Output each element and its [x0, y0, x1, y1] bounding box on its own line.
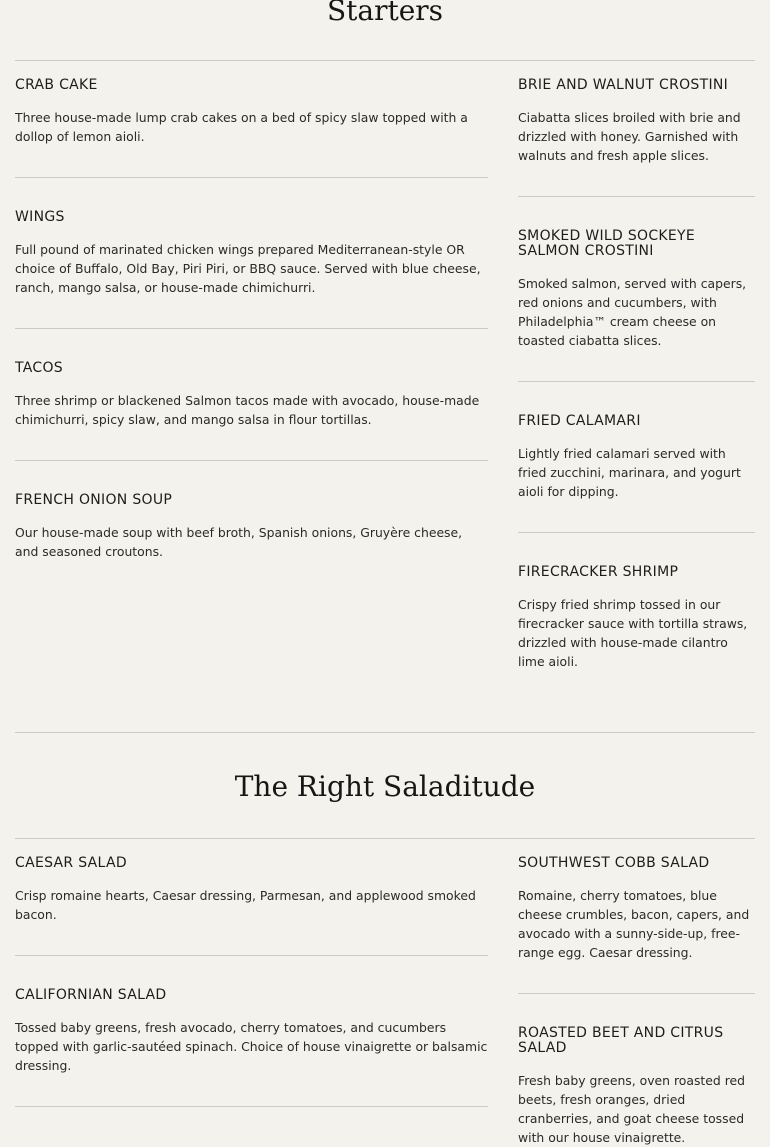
- item-name: CALIFORNIAN SALAD: [15, 987, 167, 1003]
- divider: [15, 60, 755, 61]
- item-name: FRIED CALAMARI: [518, 413, 641, 429]
- item-description: Romaine, cherry tomatoes, blue cheese crumbles, bacon, capers, and avocado with a sunny-side-up, free-range egg. Caesar dressing.: [518, 888, 750, 960]
- divider: [15, 460, 488, 461]
- menu-item-brie-crostini: [518, 78, 755, 165]
- menu-item-southwest-cobb-salad: [518, 856, 755, 962]
- item-description: Tossed baby greens, fresh avocado, cherry tomatoes, and cucumbers topped with garlic-sautéed spinach. Choice of house vinaigrette or balsamic dressing.: [15, 1020, 488, 1073]
- divider: [15, 1106, 488, 1107]
- menu-item-californian-salad: [15, 988, 488, 1075]
- item-name: CAESAR SALAD: [15, 855, 127, 871]
- divider: [518, 381, 755, 382]
- item-description: Crispy fried shrimp tossed in our firecracker sauce with tortilla straws, drizzled with house-made cilantro lime aioli.: [518, 597, 748, 669]
- menu-item-firecracker-shrimp: [518, 565, 755, 671]
- divider: [518, 532, 755, 533]
- item-name: BRIE AND WALNUT CROSTINI: [518, 77, 729, 93]
- menu-item-crab-cake: [15, 78, 488, 146]
- item-name: CRAB CAKE: [15, 77, 98, 93]
- item-name: FIRECRACKER SHRIMP: [518, 564, 679, 580]
- item-description: Full pound of marinated chicken wings prepared Mediterranean-style OR choice of Buffalo, Old Bay, Piri Piri, or BBQ sauce. Served with blue cheese, ranch, mango salsa, or house-made chimichurri.: [15, 242, 481, 295]
- item-name: WINGS: [15, 209, 65, 225]
- menu-item-salmon-crostini: [518, 229, 755, 350]
- divider: [518, 993, 755, 994]
- divider: [518, 196, 755, 197]
- menu-item-french-onion-soup: [15, 493, 488, 561]
- item-description: Three shrimp or blackened Salmon tacos made with avocado, house-made chimichurri, spicy slaw, and mango salsa in flour tortillas.: [15, 393, 480, 427]
- item-name: FRENCH ONION SOUP: [15, 492, 173, 508]
- item-name: ROASTED BEET AND CITRUS SALAD: [518, 1025, 724, 1056]
- starters-heading: Starters: [326, 0, 444, 27]
- section-divider: [15, 732, 755, 733]
- divider: [15, 328, 488, 329]
- menu-item-wings: [15, 210, 488, 297]
- divider: [15, 838, 755, 839]
- item-name: TACOS: [15, 360, 63, 376]
- item-description: Our house-made soup with beef broth, Spanish onions, Gruyère cheese, and seasoned croutons.: [15, 525, 463, 559]
- item-name: SOUTHWEST COBB SALAD: [518, 855, 710, 871]
- item-name: SMOKED WILD SOCKEYE SALMON CROSTINI: [518, 228, 696, 259]
- divider: [15, 955, 488, 956]
- item-description: Ciabatta slices broiled with brie and drizzled with honey. Garnished with walnuts and fresh apple slices.: [518, 110, 741, 163]
- item-description: Lightly fried calamari served with fried zucchini, marinara, and yogurt aioli for dipping.: [518, 446, 741, 499]
- item-description: Three house-made lump crab cakes on a bed of spicy slaw topped with a dollop of lemon aioli.: [15, 110, 468, 144]
- menu-item-tacos: [15, 361, 488, 429]
- salads-heading: The Right Saladitude: [234, 770, 536, 803]
- divider: [15, 177, 488, 178]
- item-description: Smoked salmon, served with capers, red onions and cucumbers, with Philadelphia™ cream cheese on toasted ciabatta slices.: [518, 276, 747, 348]
- item-description: Fresh baby greens, oven roasted red beets, fresh oranges, dried cranberries, and goat cheese tossed with our house vinaigrette.: [518, 1073, 746, 1145]
- item-description: Crisp romaine hearts, Caesar dressing, Parmesan, and applewood smoked bacon.: [15, 888, 476, 922]
- menu-item-fried-calamari: [518, 414, 755, 501]
- menu-item-roasted-beet-salad: [518, 1026, 755, 1147]
- menu-item-caesar-salad: [15, 856, 488, 924]
